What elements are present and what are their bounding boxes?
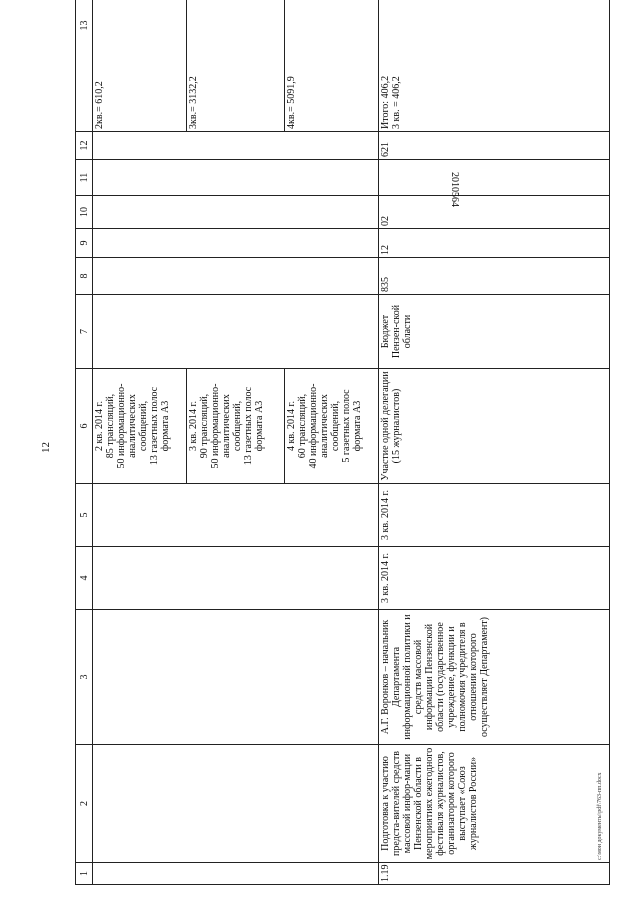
kbk-subsection: 02: [379, 196, 610, 229]
header-cell: 11: [76, 160, 93, 196]
end-date: 3 кв. 2014 г.: [379, 484, 610, 547]
table-row: [379, 0, 610, 885]
header-cell: 6: [76, 369, 93, 484]
kbk-target-article: [379, 160, 610, 207]
quarter-result-2: 2 кв. 2014 г. 85 трансляций, 50 информационно-аналитических сообщений, 13 газетных полос формата А3: [93, 369, 187, 484]
quarter-result-4: 4 кв. 2014 г. 60 трансляций, 40 информационно-аналитических сообщений, 5 газетных полос формата А3: [285, 369, 379, 484]
empty-cell: [93, 863, 379, 885]
plan-table: [75, 0, 610, 885]
expected-result: Участие одной делегации (15 журналистов): [379, 369, 610, 484]
header-cell: 7: [76, 295, 93, 369]
empty-cell: [93, 132, 379, 160]
header-cell: 1: [76, 863, 93, 885]
empty-cell: [93, 547, 379, 610]
header-cell: 10: [76, 196, 93, 229]
empty-cell: [93, 745, 379, 863]
header-cell: 2: [76, 745, 93, 863]
header-cell: 5: [76, 484, 93, 547]
quarter-amount-3: 3кв.= 3132,2: [187, 0, 285, 132]
empty-cell: [93, 610, 379, 745]
footer-file-path: c:\мои документы\pdf\763-пп.docx: [597, 772, 603, 860]
header-cell: 8: [76, 258, 93, 295]
quarter-amount-4: 4кв.= 5091,9: [285, 0, 379, 132]
responsible-person: А.Г. Воронков – начальник Департамента информационной политики и средств массовой информации Пензенской области (государственное учреждение, функции и полномочия учредителя в отношении которого осуществляет Департамент): [379, 610, 610, 745]
quarter-result-3: 3 кв. 2014 г. 90 трансляций, 50 информационно-аналитических сообщений, 13 газетных полос формата А3: [187, 369, 285, 484]
row-number: 1.19: [379, 863, 610, 885]
funding-source: Бюджет Пензен-ской области: [379, 295, 610, 369]
header-cell: 13: [76, 0, 93, 132]
header-cell: 4: [76, 547, 93, 610]
empty-cell: [93, 484, 379, 547]
header-cell: 9: [76, 229, 93, 258]
quarter-row-2: [93, 0, 187, 885]
amount-total: Итого: 406,2: [380, 75, 391, 129]
empty-cell: [93, 258, 379, 295]
kbk-expense-type: 621: [379, 132, 610, 160]
event-description: Подготовка к участию предста-вителей средств массовой инфор-мации Пензенской области в мероприятиях ежегодного фестиваля журналистов, организатором которого выступает «Союз журналистов России»: [379, 745, 610, 863]
header-cell: 3: [76, 610, 93, 745]
empty-cell: [93, 196, 379, 229]
header-row: [76, 0, 93, 885]
kbk-section: 12: [379, 229, 610, 258]
empty-cell: [93, 160, 379, 196]
kbk-ministry: 835: [379, 258, 610, 295]
start-date: 3 кв. 2014 г.: [379, 547, 610, 610]
quarter-amount-2: 2кв.= 610,2: [93, 0, 187, 132]
amount-q3: 3 кв. = 406,2: [391, 76, 402, 129]
header-cell: 12: [76, 132, 93, 160]
amount-cell: [379, 0, 610, 132]
target-article-code: 2010564: [449, 172, 460, 207]
empty-cell: [93, 229, 379, 258]
empty-cell: [93, 295, 379, 369]
rotated-table-wrapper: [75, 20, 610, 885]
page-number: 12: [40, 442, 52, 453]
